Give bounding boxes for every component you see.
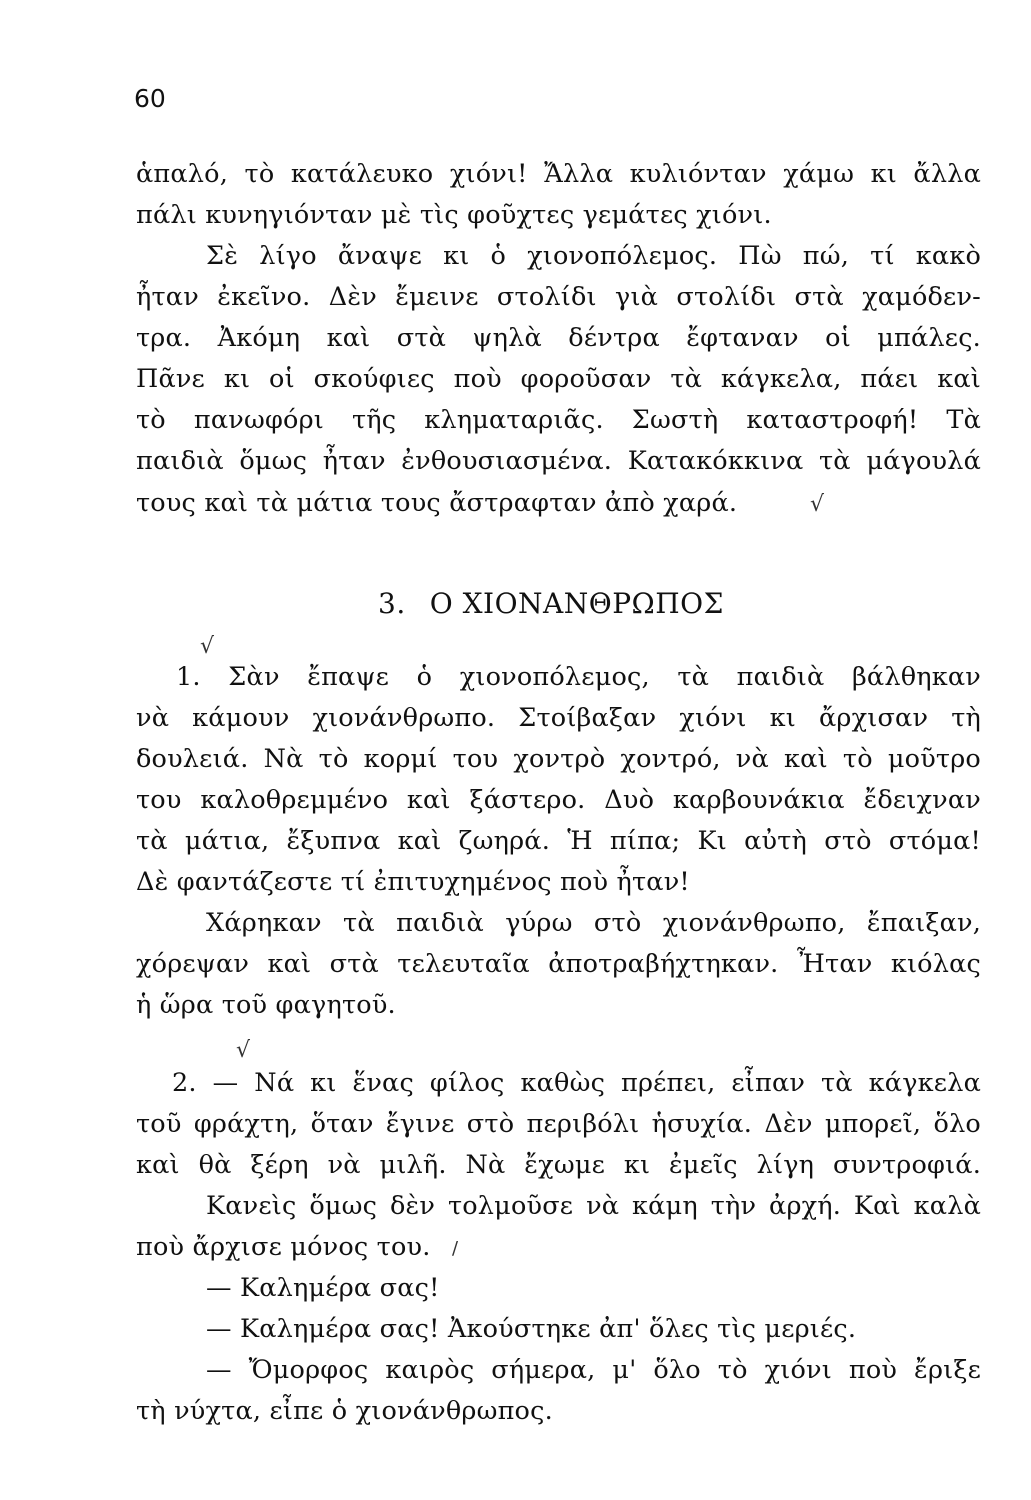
text-line: Χάρηκαν τὰ παιδιὰ γύρω στὸ χιονάνθρωπο, ἔπαιξαν, — [206, 908, 981, 938]
text-line: πάλι κυνηγιόνταν μὲ τὶς φοῦχτες γεμάτες χιόνι. — [136, 200, 772, 230]
dialogue-line: — Ὄμορφος καιρὸς σήμερα, μ' ὅλο τὸ χιόνι ποὺ ἔριξε — [206, 1355, 981, 1385]
dialogue-line: — Καλημέρα σας! Ἀκούστηκε ἀπ' ὅλες τὶς μεριές. — [206, 1314, 857, 1344]
text-line: τὴ νύχτα, εἶπε ὁ χιονάνθρωπος. — [136, 1396, 553, 1426]
text-line: καὶ θὰ ξέρη νὰ μιλῆ. Νὰ ἔχωμε κι ἐμεῖς λίγη συντροφιά. — [136, 1150, 981, 1180]
text-line: τὰ μάτια, ἔξυπνα καὶ ζωηρά. Ἡ πίπα; Κι αὐτὴ στὸ στόμα! — [136, 826, 981, 856]
section-heading — [378, 584, 724, 624]
text-line: ἦταν ἐκεῖνο. Δὲν ἔμεινε στολίδι γιὰ στολίδι στὰ χαμόδεν- — [136, 282, 981, 312]
text-line: του καλοθρεμμένο καὶ ξάστερο. Δυὸ καρβουνάκια ἔδειχναν — [136, 785, 981, 815]
text-line: τὸ πανωφόρι τῆς κληματαριᾶς. Σωστὴ καταστροφή! Τὰ — [136, 405, 981, 435]
heading-number: 3. — [378, 587, 406, 620]
pencil-check-mark-icon: √ — [200, 634, 215, 659]
text-line: 2. — Νά κι ἕνας φίλος καθὼς πρέπει, εἶπαν τὰ κάγκελα — [172, 1068, 981, 1098]
text-line: νὰ κάμουν χιονάνθρωπο. Στοίβαξαν χιόνι κι ἄρχισαν τὴ — [136, 703, 981, 733]
text-line: ποὺ ἄρχισε μόνος του. — [136, 1232, 431, 1262]
text-line: τρα. Ἀκόμη καὶ στὰ ψηλὰ δέντρα ἔφταναν οἱ μπάλες. — [136, 323, 981, 353]
text-line: Σὲ λίγο ἄναψε κι ὁ χιονοπόλεμος. Πὼ πώ, τί κακὸ — [206, 241, 981, 271]
text-line: παιδιὰ ὅμως ἦταν ἐνθουσιασμένα. Κατακόκκινα τὰ μάγουλά — [136, 446, 981, 476]
text-line: Πᾶνε κι οἱ σκούφιες ποὺ φοροῦσαν τὰ κάγκελα, πάει καὶ — [136, 364, 981, 394]
text-line: ἁπαλό, τὸ κατάλευκο χιόνι! Ἄλλα κυλιόνταν χάμω κι ἄλλα — [136, 159, 981, 189]
pencil-check-mark-icon: √ — [236, 1038, 251, 1063]
pencil-check-mark-icon: √ — [810, 492, 825, 517]
text-line: Δὲ φαντάζεστε τί ἐπιτυχημένος ποὺ ἦταν! — [136, 867, 690, 897]
heading-title: Ο ΧΙΟΝΑΝΘΡΩΠΟΣ — [429, 587, 724, 620]
text-line: 1. Σὰν ἔπαψε ὁ χιονοπόλεμος, τὰ παιδιὰ βάλθηκαν — [176, 662, 981, 692]
dialogue-line: — Καλημέρα σας! — [206, 1273, 440, 1303]
pencil-tick-mark-icon: / — [452, 1238, 459, 1259]
page-number: 60 — [134, 84, 166, 113]
text-line: χόρεψαν καὶ στὰ τελευταῖα ἀποτραβήχτηκαν. Ἦταν κιόλας — [136, 949, 981, 979]
text-line: Κανεὶς ὅμως δὲν τολμοῦσε νὰ κάμη τὴν ἀρχή. Καὶ καλὰ — [206, 1191, 981, 1221]
text-line: ἡ ὥρα τοῦ φαγητοῦ. — [136, 990, 396, 1020]
text-line: τοῦ φράχτη, ὅταν ἔγινε στὸ περιβόλι ἡσυχία. Δὲν μπορεῖ, ὅλο — [136, 1109, 981, 1139]
text-line: τους καὶ τὰ μάτια τους ἄστραφταν ἀπὸ χαρά. — [136, 488, 738, 518]
text-line: δουλειά. Νὰ τὸ κορμί του χοντρὸ χοντρό, νὰ καὶ τὸ μοῦτρο — [136, 744, 981, 774]
